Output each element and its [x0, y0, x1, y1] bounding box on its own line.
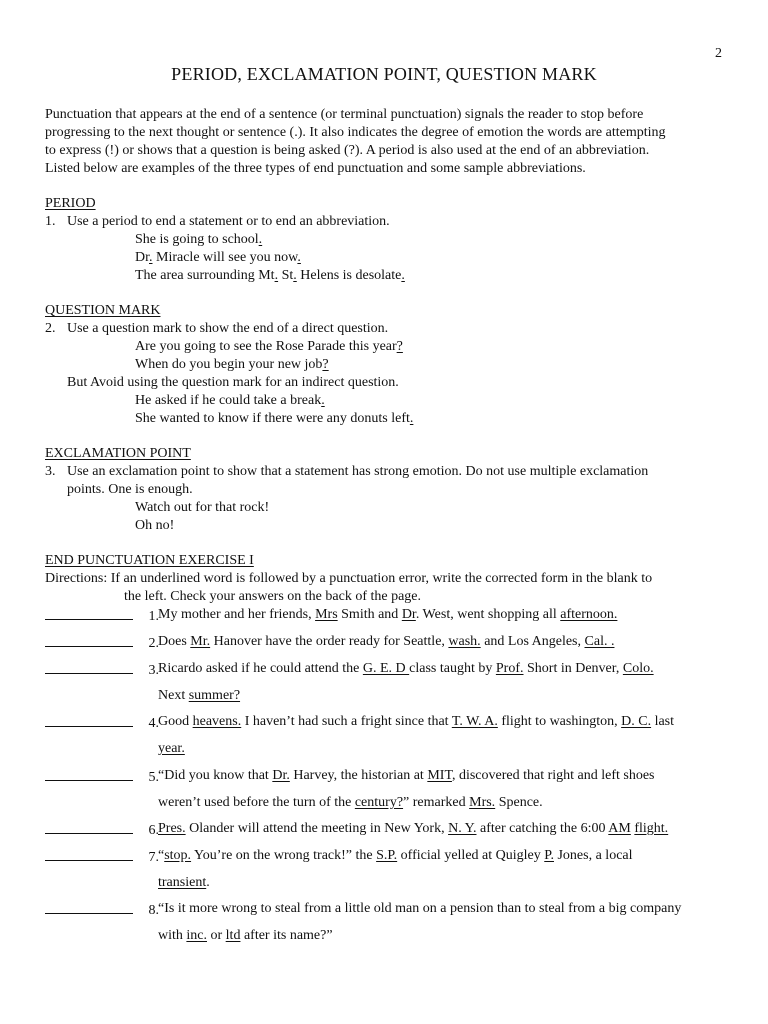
exercise-item-1: 1. My mother and her friends, Mrs Smith and Dr. West, went shopping all afternoon.	[45, 606, 161, 626]
exercise-item-6: 6. Pres. Olander will attend the meeting in New York, N. Y. after catching the 6:00 AM flight.	[45, 820, 161, 840]
exercise-item-3-continued: Next summer?	[158, 688, 241, 703]
answer-blank[interactable]	[45, 713, 133, 727]
example-sentence: He asked if he could take a break.	[135, 393, 325, 408]
intro-line: progressing to the next thought or sentence (.). It also indicates the degree of emotion the words are attempting	[45, 125, 666, 140]
period-heading: PERIOD	[45, 196, 96, 211]
exclamation-heading: EXCLAMATION POINT	[45, 446, 191, 461]
intro-line: Punctuation that appears at the end of a sentence (or terminal punctuation) signals the reader to stop before	[45, 107, 644, 122]
answer-blank[interactable]	[45, 660, 133, 674]
exercise-item-5: 5. “Did you know that Dr. Harvey, the historian at MIT, discovered that right and left shoes	[45, 767, 161, 787]
example-sentence: When do you begin your new job?	[135, 357, 329, 372]
exercise-directions-continued: the left. Check your answers on the back of the page.	[124, 589, 422, 604]
exercise-item-5-continued: weren’t used before the turn of the century?” remarked Mrs. Spence.	[158, 795, 543, 810]
period-rule-number: 1.	[45, 214, 56, 229]
example-sentence: She is going to school.	[135, 232, 263, 247]
question-avoid-note: But Avoid using the question mark for an indirect question.	[67, 375, 399, 390]
intro-line: to express (!) or shows that a question is being asked (?). A period is also used at the end of an abbreviation.	[45, 143, 650, 158]
exercise-item-7-continued: transient.	[158, 875, 210, 890]
example-sentence: Are you going to see the Rose Parade this year?	[135, 339, 403, 354]
exercise-item-7: 7. “stop. You’re on the wrong track!” the S.P. official yelled at Quigley P. Jones, a local	[45, 847, 161, 867]
exercise-item-8-continued: with inc. or ltd after its name?”	[158, 928, 333, 943]
exercise-heading: END PUNCTUATION EXERCISE I	[45, 553, 254, 568]
example-sentence: The area surrounding Mt. St. Helens is desolate.	[135, 268, 405, 283]
question-heading: QUESTION MARK	[45, 303, 161, 318]
exercise-directions: Directions: If an underlined word is followed by a punctuation error, write the corrected form in the blank to	[45, 571, 653, 586]
page-title: PERIOD, EXCLAMATION POINT, QUESTION MARK	[171, 64, 597, 84]
period-rule: Use a period to end a statement or to end an abbreviation.	[67, 214, 390, 229]
exclamation-rule-continued: points. One is enough.	[67, 482, 193, 497]
answer-blank[interactable]	[45, 633, 133, 647]
question-rule-number: 2.	[45, 321, 56, 336]
question-rule: Use a question mark to show the end of a direct question.	[67, 321, 389, 336]
exclamation-rule: Use an exclamation point to show that a statement has strong emotion. Do not use multiple exclamation	[67, 464, 649, 479]
answer-blank[interactable]	[45, 820, 133, 834]
answer-blank[interactable]	[45, 767, 133, 781]
answer-blank[interactable]	[45, 606, 133, 620]
intro-line: Listed below are examples of the three types of end punctuation and some sample abbreviations.	[45, 161, 586, 176]
exercise-item-4-continued: year.	[158, 741, 185, 756]
exercise-item-4: 4. Good heavens. I haven’t had such a fright since that T. W. A. flight to washington, D. C. last	[45, 713, 161, 733]
example-sentence: Dr. Miracle will see you now.	[135, 250, 301, 265]
page-number: 2	[715, 46, 722, 61]
example-sentence: She wanted to know if there were any donuts left.	[135, 411, 414, 426]
example-sentence: Oh no!	[135, 518, 175, 533]
exercise-item-2: 2. Does Mr. Hanover have the order ready for Seattle, wash. and Los Angeles, Cal. .	[45, 633, 161, 653]
exclamation-rule-number: 3.	[45, 464, 56, 479]
answer-blank[interactable]	[45, 847, 133, 861]
answer-blank[interactable]	[45, 900, 133, 914]
exercise-item-3: 3. Ricardo asked if he could attend the G. E. D class taught by Prof. Short in Denver, Colo.	[45, 660, 161, 680]
example-sentence: Watch out for that rock!	[135, 500, 270, 515]
exercise-item-8: 8. “Is it more wrong to steal from a little old man on a pension than to steal from a big company	[45, 900, 161, 920]
